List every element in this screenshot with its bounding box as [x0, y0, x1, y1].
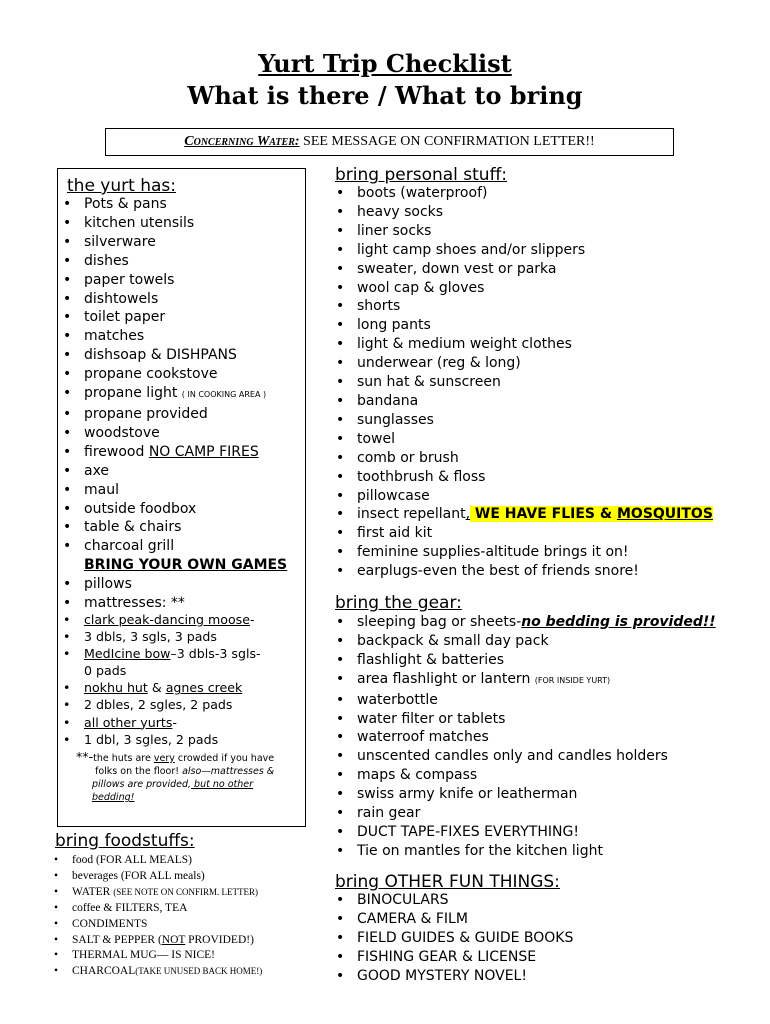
list-item: • WATER (SEE NOTE ON CONFIRM. LETTER) [54, 885, 258, 898]
list-item: • unscented candles only and candles holders [336, 748, 668, 765]
list-item: • 3 dbls, 3 sgls, 3 pads [63, 629, 217, 645]
list-item: • CAMERA & FILM [336, 910, 468, 927]
foodstuffs-list [52, 853, 262, 980]
list-item: • clark peak-dancing moose- [63, 612, 255, 627]
list-item: • table & chairs [63, 519, 182, 536]
page-title [0, 48, 770, 112]
list-item: • woodstove [63, 424, 160, 441]
list-item: 0 pads [84, 663, 127, 679]
list-item: • backpack & small day pack [336, 632, 549, 649]
hut-list [61, 611, 261, 748]
list-item: • sun hat & sunscreen [336, 374, 501, 391]
list-item: • underwear (reg & long) [336, 355, 521, 372]
title-line-2: What is there / What to bring [187, 81, 583, 110]
list-item: • BINOCULARS [336, 892, 449, 908]
gear-list [334, 613, 716, 861]
list-item: • food (FOR ALL MEALS) [54, 854, 193, 866]
gear-heading: bring the gear: [335, 593, 462, 613]
foodstuffs-heading: bring foodstuffs: [55, 831, 195, 851]
list-item: • dishtowels [63, 290, 159, 307]
list-item: • long pants [336, 317, 431, 334]
list-item: • firewood NO CAMP FIRES [63, 443, 259, 460]
list-item: • 1 dbl, 3 sgles, 2 pads [63, 731, 219, 747]
list-item: • charcoal grill [63, 538, 175, 555]
list-item: • toothbrush & floss [336, 468, 486, 485]
fun-things-list [334, 891, 573, 986]
list-item: • nokhu hut & agnes creek [63, 680, 243, 696]
list-item: • Pots & pans [63, 196, 167, 212]
list-item: • Tie on mantles for the kitchen light [336, 842, 603, 859]
yurt-has-heading: the yurt has: [67, 176, 176, 196]
list-item: • mattresses: ** [63, 595, 185, 612]
water-notice-box [105, 128, 674, 156]
list-item: • DUCT TAPE-FIXES EVERYTHING! [336, 823, 579, 840]
list-item: • comb or brush [336, 449, 459, 466]
list-item: • propane provided [63, 405, 208, 422]
list-item: • waterroof matches [336, 729, 489, 746]
list-item: • first aid kit [336, 525, 433, 542]
list-item: • beverages (FOR ALL meals) [54, 869, 205, 882]
yurt-has-list [61, 195, 287, 613]
list-item: • FIELD GUIDES & GUIDE BOOKS [336, 929, 574, 946]
list-item: • swiss army knife or leatherman [336, 786, 578, 803]
list-item: • toilet paper [63, 309, 166, 326]
list-item: • dishsoap & DISHPANS [63, 347, 237, 364]
list-item: • outside foodbox [63, 500, 197, 517]
list-item: • shorts [336, 298, 401, 315]
list-item: • maul [63, 481, 119, 498]
list-item: • FISHING GEAR & LICENSE [336, 948, 537, 965]
list-item: • MedIcine bow–3 dbls-3 sgls- [63, 646, 261, 662]
title-line-1: Yurt Trip Checklist [258, 49, 512, 78]
list-item: • bandana [336, 392, 419, 409]
list-item: • pillowcase [336, 487, 430, 504]
list-item: • water filter or tablets [336, 710, 506, 727]
list-item: • CHARCOAL(TAKE UNUSED BACK HOME!) [54, 965, 263, 978]
list-item: • light & medium weight clothes [336, 336, 572, 353]
list-item: • wool cap & gloves [336, 279, 485, 296]
list-item: • waterbottle [336, 691, 438, 708]
list-item: • axe [63, 462, 110, 479]
list-item: • rain gear [336, 805, 421, 822]
lantern-note: (FOR INSIDE YURT) [534, 675, 611, 685]
list-item: • SALT & PEPPER (NOT PROVIDED!) [54, 933, 254, 946]
list-item: • propane light ( IN COOKING AREA ) [63, 385, 267, 402]
list-item: • towel [336, 430, 396, 447]
personal-heading: bring personal stuff: [335, 165, 508, 185]
list-item: • pillows [63, 576, 132, 593]
list-item: • kitchen utensils [63, 214, 195, 231]
list-item: • liner socks [336, 222, 432, 239]
list-item: • GOOD MYSTERY NOVEL! [336, 967, 527, 984]
list-item: • area flashlight or lantern (FOR INSIDE YURT) [336, 670, 611, 687]
list-item: • heavy socks [336, 203, 444, 220]
list-item: • flashlight & batteries [336, 651, 505, 668]
list-item: • silverware [63, 233, 156, 250]
list-item: • propane cookstove [63, 366, 218, 383]
list-item: • light camp shoes and/or slippers [336, 241, 586, 258]
bring-games-note: BRING YOUR OWN GAMES [84, 557, 288, 574]
mattress-footnote: **-the huts are very crowded if you have folks on the floor! also—mattresses & pillows are provided, but no other bedding! [76, 749, 275, 803]
list-item: • matches [63, 328, 145, 345]
list-item: • paper towels [63, 271, 175, 288]
list-item: • feminine supplies-altitude brings it on! [336, 544, 629, 561]
list-item: • dishes [63, 252, 129, 269]
list-item: • insect repellant, WE HAVE FLIES & MOSQUITOS [336, 506, 713, 523]
list-item: • sunglasses [336, 411, 434, 428]
water-notice-text: SEE MESSAGE ON CONFIRMATION LETTER!! [299, 134, 595, 149]
list-item: • sweater, down vest or parka [336, 260, 557, 277]
list-item: • 2 dbles, 2 sgles, 2 pads [63, 697, 233, 713]
list-item [61, 556, 287, 575]
list-item: • coffee & FILTERS, TEA [54, 901, 188, 914]
list-item: • all other yurts- [63, 714, 177, 730]
list-item: • earplugs-even the best of friends snore! [336, 563, 639, 580]
list-item: • THERMAL MUG— IS NICE! [54, 949, 215, 962]
no-camp-fires-note: NO CAMP FIRES [148, 443, 259, 460]
list-item: • CONDIMENTS [54, 917, 148, 930]
fun-things-heading: bring OTHER FUN THINGS: [335, 872, 560, 892]
list-item: • sleeping bag or sheets-no bedding is provided!! [336, 614, 716, 630]
no-bedding-note: no bedding is provided!! [521, 614, 716, 630]
list-item: • boots (waterproof) [336, 185, 488, 201]
water-notice-label: Concerning Water: [184, 134, 300, 149]
list-item: • maps & compass [336, 767, 478, 784]
flies-warning: WE HAVE FLIES & [470, 506, 617, 523]
personal-list [334, 184, 713, 581]
mosquitos-warning: MOSQUITOS [616, 506, 713, 523]
propane-light-note: ( IN COOKING AREA ) [181, 390, 267, 400]
